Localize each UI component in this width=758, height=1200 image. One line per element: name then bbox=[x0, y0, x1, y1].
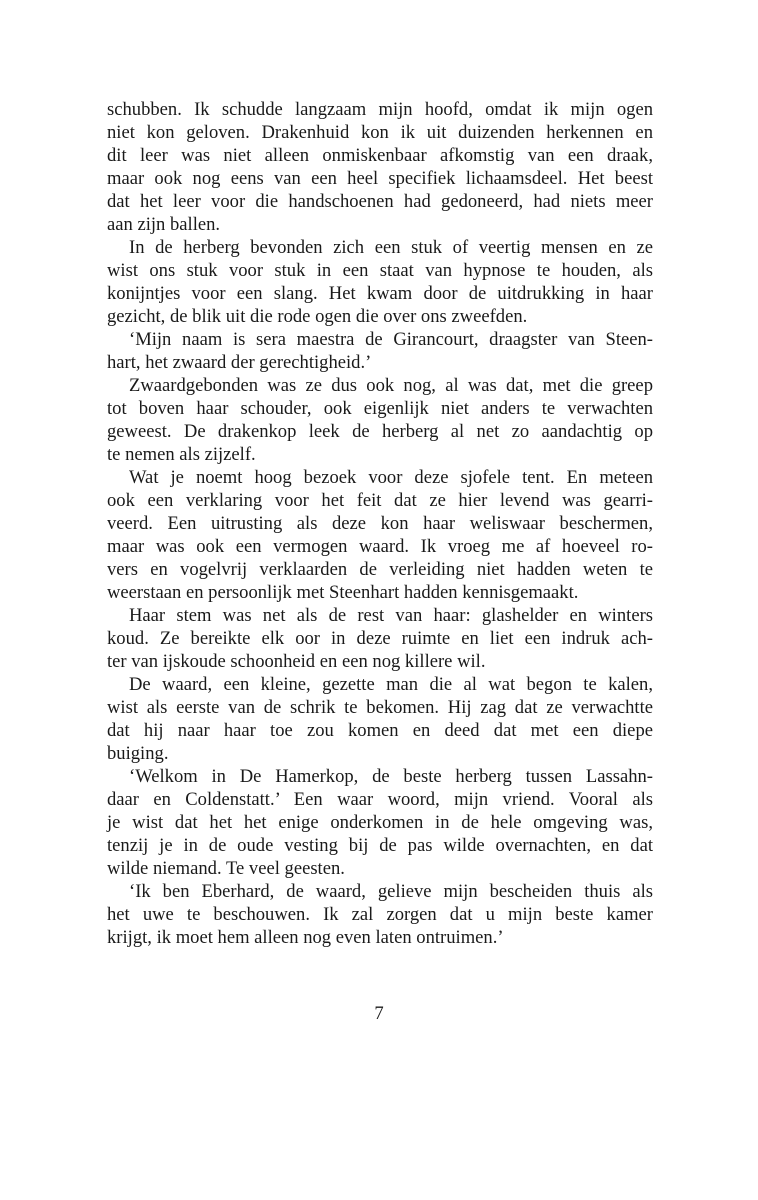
text-line: buiging. bbox=[107, 743, 169, 764]
text-line: tot boven haar schouder, ook eigenlijk niet anders te verwachten bbox=[107, 398, 653, 419]
text-line: dat hij naar haar toe zou komen en deed dat met een diepe bbox=[107, 720, 653, 741]
text-line: ‘Ik ben Eberhard, de waard, gelieve mijn bescheiden thuis als bbox=[129, 881, 653, 902]
text-line: vers en vogelvrij verklaarden de verleiding niet hadden weten te bbox=[107, 559, 653, 580]
text-line: Haar stem was net als de rest van haar: glashelder en winters bbox=[129, 605, 653, 626]
text-line: koud. Ze bereikte elk oor in deze ruimte en liet een indruk ach- bbox=[107, 628, 653, 649]
body-text bbox=[107, 98, 653, 949]
text-line: schubben. Ik schudde langzaam mijn hoofd, omdat ik mijn ogen bbox=[107, 99, 653, 120]
text-line: dit leer was niet alleen onmiskenbaar afkomstig van een draak, bbox=[107, 145, 653, 166]
text-line: geweest. De drakenkop leek de herberg al net zo aandachtig op bbox=[107, 421, 653, 442]
text-line: konijntjes voor een slang. Het kwam door de uitdrukking in haar bbox=[107, 283, 653, 304]
text-line: maar ook nog eens van een heel specifiek lichaamsdeel. Het beest bbox=[107, 168, 653, 189]
text-line: ‘Welkom in De Hamerkop, de beste herberg tussen Lassahn- bbox=[129, 766, 653, 787]
text-line: wilde niemand. Te veel geesten. bbox=[107, 858, 345, 879]
text-line: hart, het zwaard der gerechtigheid.’ bbox=[107, 352, 372, 373]
text-line: In de herberg bevonden zich een stuk of veertig mensen en ze bbox=[129, 237, 653, 258]
text-line: weerstaan en persoonlijk met Steenhart hadden kennisgemaakt. bbox=[107, 582, 579, 603]
page-number: 7 bbox=[374, 1003, 384, 1024]
text-line: je wist dat het het enige onderkomen in de hele omgeving was, bbox=[107, 812, 653, 833]
text-line: te nemen als zijzelf. bbox=[107, 444, 256, 465]
text-line: ‘Mijn naam is sera maestra de Girancourt, draagster van Steen- bbox=[129, 329, 653, 350]
text-line: krijgt, ik moet hem alleen nog even laten ontruimen.’ bbox=[107, 927, 504, 948]
text-line: maar was ook een vermogen waard. Ik vroeg me af hoeveel ro- bbox=[107, 536, 653, 557]
text-line: Zwaardgebonden was ze dus ook nog, al was dat, met die greep bbox=[129, 375, 653, 396]
text-line: veerd. Een uitrusting als deze kon haar weliswaar beschermen, bbox=[107, 513, 653, 534]
text-line: wist als eerste van de schrik te bekomen. Hij zag dat ze verwachtte bbox=[107, 697, 653, 718]
text-line: Wat je noemt hoog bezoek voor deze sjofele tent. En meteen bbox=[129, 467, 653, 488]
text-line: De waard, een kleine, gezette man die al wat begon te kalen, bbox=[129, 674, 653, 695]
text-line: gezicht, de blik uit die rode ogen die over ons zweefden. bbox=[107, 306, 528, 327]
text-line: ook een verklaring voor het feit dat ze hier levend was gearri- bbox=[107, 490, 653, 511]
text-line: tenzij je in de oude vesting bij de pas wilde overnachten, en dat bbox=[107, 835, 653, 856]
text-line: niet kon geloven. Drakenhuid kon ik uit duizenden herkennen en bbox=[107, 122, 653, 143]
text-line: daar en Coldenstatt.’ Een waar woord, mijn vriend. Vooral als bbox=[107, 789, 653, 810]
text-line: wist ons stuk voor stuk in een staat van hypnose te houden, als bbox=[107, 260, 653, 281]
text-line: ter van ijskoude schoonheid en een nog killere wil. bbox=[107, 651, 486, 672]
text-line: het uwe te beschouwen. Ik zal zorgen dat u mijn beste kamer bbox=[107, 904, 653, 925]
text-line: aan zijn ballen. bbox=[107, 214, 221, 235]
text-line: dat het leer voor die handschoenen had gedoneerd, had niets meer bbox=[107, 191, 653, 212]
